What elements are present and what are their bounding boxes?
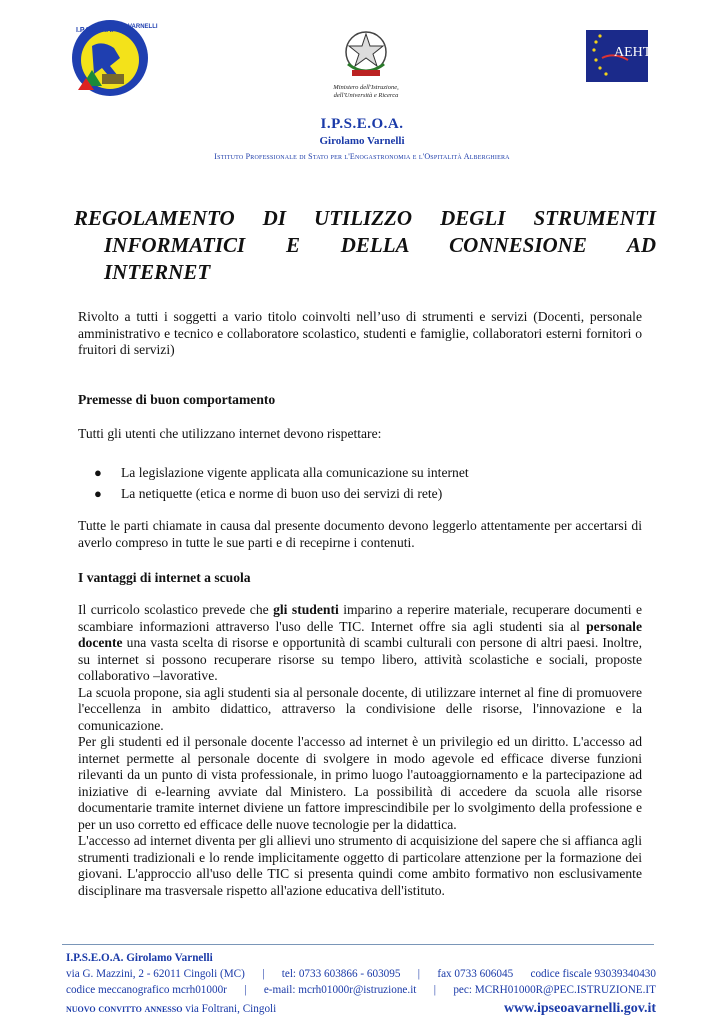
footer-convitto [66,1001,656,1017]
header-subtitle: Girolamo Varnelli [319,135,405,147]
footer-convitto-address: nuovo convitto annesso via Foltrani, Cingoli [66,1003,277,1015]
footer-sep: | [417,968,421,980]
footer-address: via G. Mazzini, 2 - 62011 Cingoli (MC) [66,968,245,980]
svg-text:AEHT: AEHT [614,45,648,60]
ministry-caption: Ministero dell'Istruzione, dell'Università e Ricerca [333,84,399,99]
footer-fiscal-code: codice fiscale 93039340430 [530,968,656,980]
footer-pec[interactable]: pec: MCRH01000R@PEC.ISTRUZIONE.IT [453,984,656,996]
footer-divider [62,944,654,945]
footer-mech-code: codice meccanografico mcrh01000r [66,984,227,996]
header-title: I.P.S.E.O.A. [320,116,404,132]
section-heading-behaviour: Premesse di buon comportamento [78,392,276,407]
advantages-body [78,602,642,899]
title-line-2: INFORMATICI E DELLA CONNESIONE AD [104,233,656,257]
school-logo [62,16,160,98]
section-heading-advantages: I vantaggi di internet a scuola [78,570,251,585]
footer-website-link[interactable]: www.ipseoavarnelli.gov.it [503,1001,656,1016]
title-line-1: REGOLAMENTO DI UTILIZZO DEGLI STRUMENTI [74,206,656,230]
intro-paragraph: Rivolto a tutti i soggetti a vario titolo coinvolti nell’uso di strumenti e servizi (Docenti, personale amministrativo e tecnico e collaboratore scolastico, studenti e famiglie, collaboratori esterni fornitori o fruitori di servizi) [78,309,642,357]
document-title [74,205,656,286]
title-line-3: INTERNET [104,260,211,284]
all-users-paragraph: Tutti gli utenti che utilizzano internet devono rispettare: [78,426,382,441]
aeht-logo [586,30,648,82]
paragraph-students-access: L'accesso ad internet diventa per gli allievi uno strumento di acquisizione del sapere che si affianca agli strumenti tradizionali e lo rende implicitamente oggetto di particolare attenzione per la formazione dei giovani. L'approccio all'uso delle TIC si presenta quindi come ambito formativo non esclusivamente disciplinare ma trasversale rispetto all'azione educativa dell'istituto. [78,833,642,898]
svg-text:VARNELLI: VARNELLI [128,24,158,30]
footer-sep: | [433,984,436,996]
list-item: ● La netiquette (etica e norme di buon uso dei servizi di rete) [94,483,634,504]
svg-text:I.P.S.E.O.A.: I.P.S.E.O.A. [76,27,114,34]
paragraph-access-right: Per gli studenti ed il personale docente l'accesso ad internet è un privilegio ed un diritto. L'accesso ad internet permette al personale docente di svolgere in modo agevole ed efficace diverse funzioni rilevanti da un punto di vista professionale, in primo luogo l'autoaggiornamento e la partecipazione ad iniziative di e-learning avviate dal Ministero. La possibilità di accedere da scuola alle risorse documentarie tramite internet diviene un fattore imprescindibile per lo svolgimento della professione e per un uso corretto ed efficace delle nuove tecnologie per la didattica. [78,734,642,832]
footer-tel: tel: 0733 603866 - 603095 [281,968,401,980]
rules-list [94,462,634,504]
footer-sep: | [262,968,265,980]
header-institute: Istituto Professionale di Stato per l'Enogastronomia e l'Ospitalità Alberghiera [214,152,510,161]
footer-sep: | [244,984,247,996]
footer-email[interactable]: e-mail: mcrh01000r@istruzione.it [263,984,417,996]
read-carefully-paragraph: Tutte le parti chiamate in causa dal presente documento devono leggerlo attentamente per accertarsi di averlo compreso in tutte le sue parti e di recepirne i contenuti. [78,518,642,550]
bullet-icon: ● [94,486,102,501]
paragraph-curriculum: Il curricolo scolastico prevede che gli studenti imparino a reperire materiale, recuperare documenti e scambiare informazioni attraverso l'uso delle TIC. Internet offre sia agli studenti sia al personale docente una vasta scelta di risorse e opportunità di scambi culturali con persone di altri paesi. Inoltre, su internet si possono recuperare risorse su tempo libero, attività scolastiche e sociali, proposte collaborativo –lavorative. [78,602,642,683]
footer-school-name: I.P.S.E.O.A. Girolamo Varnelli [66,952,213,964]
footer-contacts [66,967,656,982]
footer-codes [66,983,656,998]
footer-fax: fax 0733 606045 [437,968,514,980]
list-item: ● La legislazione vigente applicata alla comunicazione su internet [94,462,634,483]
paragraph-school-proposal: La scuola propone, sia agli studenti sia al personale docente, di utilizzare internet al fine di promuovere l'eccellenza in ambito didattico, attraverso la condivisione delle risorse, l'innovazione e la comunicazione. [78,684,642,733]
bullet-icon: ● [94,465,102,480]
